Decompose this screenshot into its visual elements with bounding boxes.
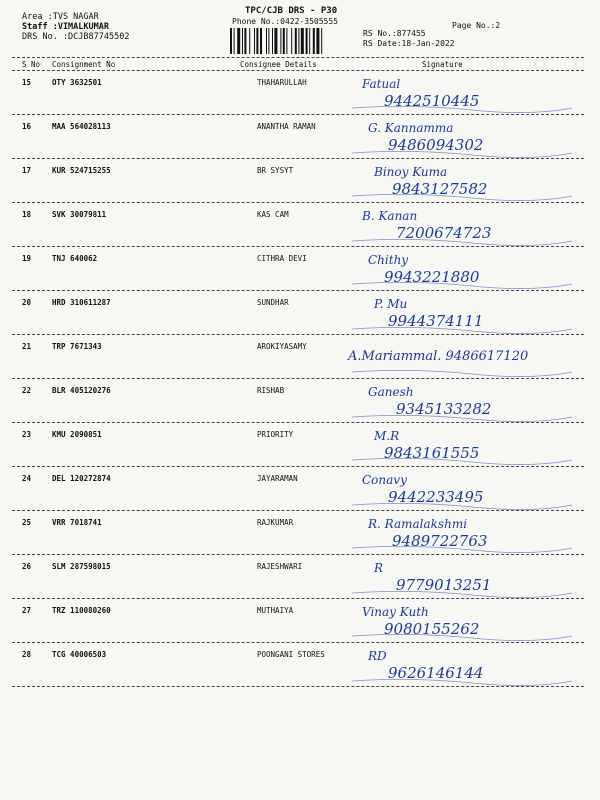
header-info <box>22 12 129 42</box>
row-divider <box>12 466 584 467</box>
table-row <box>0 116 600 160</box>
signature-cell <box>340 336 600 380</box>
barcode <box>230 28 352 54</box>
consignment-number: SLM 287598015 <box>52 562 111 571</box>
signature-name: G. Kannamma <box>368 121 454 135</box>
table-row <box>0 644 600 688</box>
consignment-number: TRZ 110080260 <box>52 606 111 615</box>
col-signature: Signature <box>422 60 463 69</box>
handwritten-signature <box>340 644 600 688</box>
signature-name: Ganesh <box>368 385 414 399</box>
signature-cell <box>340 556 600 600</box>
serial-number: 23 <box>22 430 32 439</box>
signature-cell <box>340 72 600 116</box>
page-number: Page No.:2 <box>452 21 501 30</box>
consignment-number: KUR 524715255 <box>52 166 111 175</box>
serial-number: 16 <box>22 122 32 131</box>
signature-cell <box>340 600 600 644</box>
row-divider <box>12 510 584 511</box>
handwritten-signature <box>340 248 600 292</box>
signature-cell <box>340 424 600 468</box>
consignment-number: SVK 30079811 <box>52 210 107 219</box>
signature-name: RD <box>368 649 387 663</box>
signature-name: B. Kanan <box>362 209 418 223</box>
table-row <box>0 204 600 248</box>
serial-number: 28 <box>22 650 32 659</box>
serial-number: 27 <box>22 606 32 615</box>
drs-number: DRS No. :DCJB87745502 <box>22 32 130 42</box>
row-divider <box>12 290 584 291</box>
consignee-name: POONGANI STORES <box>257 650 325 659</box>
consignee-name: AROKIYASAMY <box>257 342 307 351</box>
signature-phone: 9080155262 <box>384 620 480 638</box>
consignee-name: THAHARULLAH <box>257 78 307 87</box>
row-divider <box>12 246 584 247</box>
serial-number: 18 <box>22 210 32 219</box>
consignee-name: BR SYSYT <box>257 166 294 175</box>
consignment-number: TNJ 640062 <box>52 254 98 263</box>
handwritten-signature <box>340 600 600 644</box>
table-row <box>0 600 600 644</box>
rs-number: RS No.:877455 <box>363 29 426 38</box>
serial-number: 20 <box>22 298 32 307</box>
signature-name: R <box>374 561 384 575</box>
serial-number: 24 <box>22 474 32 483</box>
consignee-name: KAS CAM <box>257 210 289 219</box>
table-row <box>0 512 600 556</box>
signature-name: Chithy <box>368 253 409 267</box>
header-rule <box>12 57 584 58</box>
serial-number: 15 <box>22 78 32 87</box>
column-rule <box>12 70 584 71</box>
signature-name: P. Mu <box>374 297 408 311</box>
signature-phone: 9486094302 <box>388 136 484 154</box>
signature-cell <box>340 248 600 292</box>
signature-cell <box>340 644 600 688</box>
signature-phone: 7200674723 <box>396 224 492 242</box>
consignment-number: TCG 40006503 <box>52 650 107 659</box>
signature-phone: 9779013251 <box>396 576 492 594</box>
consignee-name: RAJKUMAR <box>257 518 294 527</box>
signature-phone: 9843161555 <box>384 444 480 462</box>
consignee-name: MUTHAIYA <box>257 606 294 615</box>
row-divider <box>12 422 584 423</box>
table-row <box>0 380 600 424</box>
row-divider <box>12 598 584 599</box>
signature-phone: A.Mariammal. 9486617120 <box>348 349 529 364</box>
row-divider <box>12 686 584 687</box>
handwritten-signature <box>340 204 600 248</box>
consignment-number: KMU 2090851 <box>52 430 102 439</box>
serial-number: 17 <box>22 166 32 175</box>
serial-number: 19 <box>22 254 32 263</box>
row-divider <box>12 334 584 335</box>
handwritten-signature <box>340 72 600 116</box>
signature-phone: 9626146144 <box>388 664 484 682</box>
serial-number: 26 <box>22 562 32 571</box>
document-title: TPC/CJB DRS - P30 <box>245 6 338 16</box>
consignee-name: JAYARAMAN <box>257 474 298 483</box>
signature-name: Conavy <box>362 473 407 487</box>
handwritten-signature <box>340 160 600 204</box>
signature-name: Binoy Kuma <box>374 165 448 179</box>
handwritten-signature <box>340 292 600 336</box>
col-sno: S No <box>22 60 41 69</box>
serial-number: 22 <box>22 386 32 395</box>
consignee-name: SUNDHAR <box>257 298 289 307</box>
signature-phone: 9944374111 <box>388 312 484 330</box>
col-consignment: Consignment No <box>52 60 116 69</box>
rs-date: RS Date:18-Jan-2022 <box>363 39 455 48</box>
staff-label: Staff :VIMALKUMAR <box>22 22 109 32</box>
signature-phone: 9843127582 <box>392 180 488 198</box>
consignment-number: TRP 7671343 <box>52 342 102 351</box>
table-row <box>0 160 600 204</box>
handwritten-signature <box>340 512 600 556</box>
signature-cell <box>340 468 600 512</box>
signature-cell <box>340 116 600 160</box>
handwritten-signature <box>340 380 600 424</box>
signature-name: Fatual <box>362 77 401 91</box>
signature-stroke <box>352 370 572 376</box>
consignment-number: DEL 120272874 <box>52 474 111 483</box>
area-label: Area :TVS NAGAR <box>22 12 99 22</box>
handwritten-signature <box>340 424 600 468</box>
consignee-name: ANANTHA RAMAN <box>257 122 316 131</box>
signature-cell <box>340 204 600 248</box>
signature-name: Vinay Kuth <box>362 605 429 619</box>
signature-name: R. Ramalakshmi <box>368 517 468 531</box>
consignment-number: BLR 405120276 <box>52 386 111 395</box>
table-row <box>0 556 600 600</box>
signature-phone: 9489722763 <box>392 532 488 550</box>
consignee-name: RISHAB <box>257 386 285 395</box>
handwritten-signature <box>340 336 600 380</box>
signature-cell <box>340 380 600 424</box>
table-row <box>0 72 600 116</box>
consignment-number: VRR 7018741 <box>52 518 102 527</box>
signature-cell <box>340 292 600 336</box>
handwritten-signature <box>340 116 600 160</box>
handwritten-signature <box>340 556 600 600</box>
consignment-number: HRD 310611287 <box>52 298 111 307</box>
serial-number: 25 <box>22 518 32 527</box>
table-row <box>0 248 600 292</box>
row-divider <box>12 554 584 555</box>
row-divider <box>12 158 584 159</box>
signature-phone: 9442233495 <box>388 488 484 506</box>
signature-phone: 9442510445 <box>384 92 480 110</box>
table-row <box>0 424 600 468</box>
table-row <box>0 468 600 512</box>
consignment-number: MAA 564028113 <box>52 122 111 131</box>
signature-cell <box>340 512 600 556</box>
row-divider <box>12 378 584 379</box>
consignee-name: CITHRA DEVI <box>257 254 307 263</box>
table-row <box>0 336 600 380</box>
serial-number: 21 <box>22 342 32 351</box>
row-divider <box>12 114 584 115</box>
handwritten-signature <box>340 468 600 512</box>
col-consignee: Consignee Details <box>240 60 317 69</box>
signature-phone: 9943221880 <box>384 268 480 286</box>
rs-info <box>363 29 455 49</box>
consignee-name: RAJESHWARI <box>257 562 303 571</box>
row-divider <box>12 202 584 203</box>
phone-number: Phone No.:0422-3505555 <box>232 17 338 26</box>
consignment-number: OTY 3632501 <box>52 78 102 87</box>
signature-phone: 9345133282 <box>396 400 492 418</box>
signature-cell <box>340 160 600 204</box>
row-divider <box>12 642 584 643</box>
signature-name: M.R <box>374 429 400 443</box>
consignee-name: PRIORITY <box>257 430 294 439</box>
table-row <box>0 292 600 336</box>
